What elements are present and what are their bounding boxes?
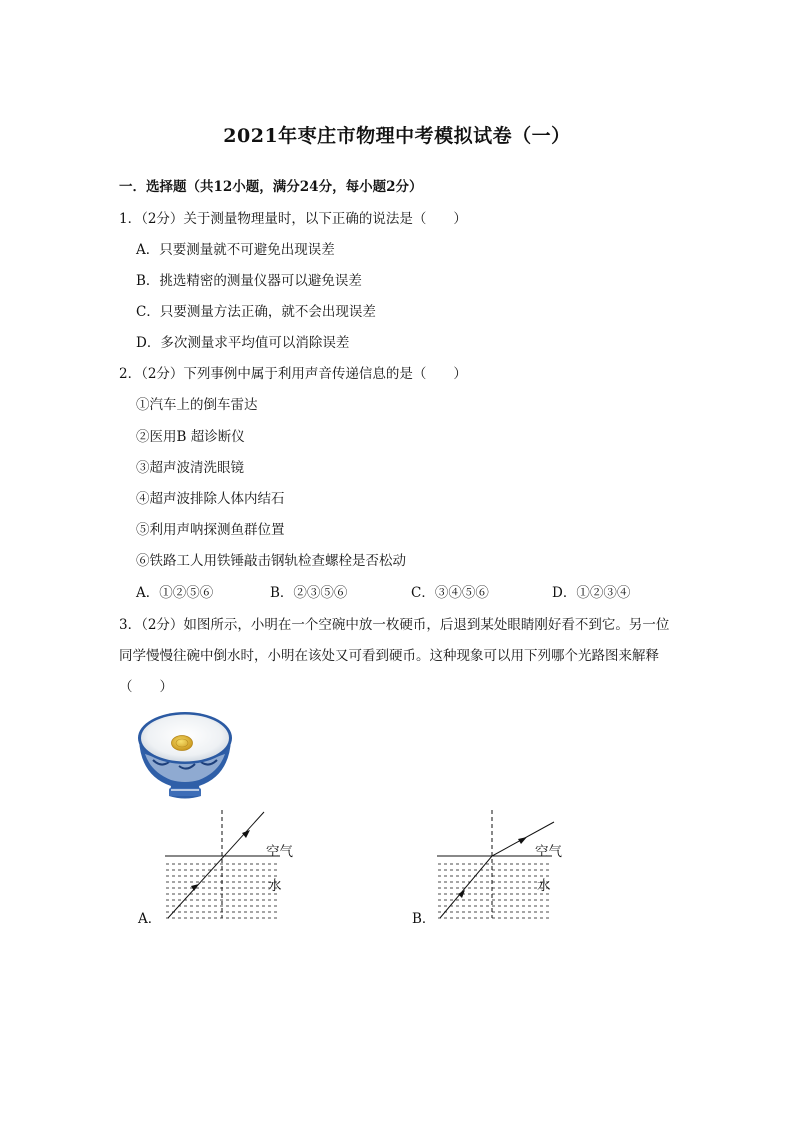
question-1-option-b: B．挑选精密的测量仪器可以避免误差 bbox=[136, 273, 362, 289]
question-2-item-3: ③超声波清洗眼镜 bbox=[136, 460, 244, 476]
diagram-b-water-label: 水 bbox=[537, 878, 551, 894]
diagram-b-air-label: 空气 bbox=[535, 844, 562, 860]
question-1-option-c: C．只要测量方法正确，就不会出现误差 bbox=[136, 304, 376, 320]
question-1-option-d: D．多次测量求平均值可以消除误差 bbox=[136, 335, 350, 351]
diagram-a-air-label: 空气 bbox=[266, 844, 293, 860]
diagram-a-water-label: 水 bbox=[268, 878, 282, 894]
question-2-option-c: C．③④⑤⑥ bbox=[411, 585, 489, 601]
question-2-option-b: B．②③⑤⑥ bbox=[270, 585, 348, 601]
light-path-diagram-a bbox=[160, 806, 285, 924]
question-2-item-6: ⑥铁路工人用铁锤敲击钢轨检查螺栓是否松动 bbox=[136, 553, 406, 569]
section-heading: 一．选择题（共12小题，满分24分，每小题2分） bbox=[119, 179, 423, 195]
question-1-option-a: A．只要测量就不可避免出现误差 bbox=[136, 242, 335, 258]
question-2-item-5: ⑤利用声呐探测鱼群位置 bbox=[136, 522, 285, 538]
question-2-stem: 2．（2分）下列事例中属于利用声音传递信息的是（ ） bbox=[119, 366, 467, 382]
diagram-b-option-label: B． bbox=[412, 911, 436, 927]
question-2-item-4: ④超声波排除人体内结石 bbox=[136, 491, 285, 507]
question-2-option-a: A．①②⑤⑥ bbox=[136, 585, 214, 601]
bowl-with-coin-image bbox=[135, 710, 235, 802]
question-2-item-2: ②医用B 超诊断仪 bbox=[136, 429, 245, 445]
light-path-diagram-b bbox=[432, 806, 557, 924]
question-3-stem: 3．（2分）如图所示，小明在一个空碗中放一枚硬币，后退到某处眼睛刚好看不到它。另一位同学慢慢往碗中倒水时，小明在该处又可看到硬币。这种现象可以用下列哪个光路图来解释（ ） bbox=[119, 617, 670, 695]
page-title: 2021年枣庄市物理中考模拟试卷（一） bbox=[223, 125, 571, 147]
question-1-stem: 1．（2分）关于测量物理量时，以下正确的说法是（ ） bbox=[119, 211, 467, 227]
question-2-item-1: ①汽车上的倒车雷达 bbox=[136, 397, 258, 413]
diagram-a-option-label: A． bbox=[138, 911, 162, 927]
question-2-option-d: D．①②③④ bbox=[552, 585, 631, 601]
question-2-choices bbox=[136, 587, 696, 601]
